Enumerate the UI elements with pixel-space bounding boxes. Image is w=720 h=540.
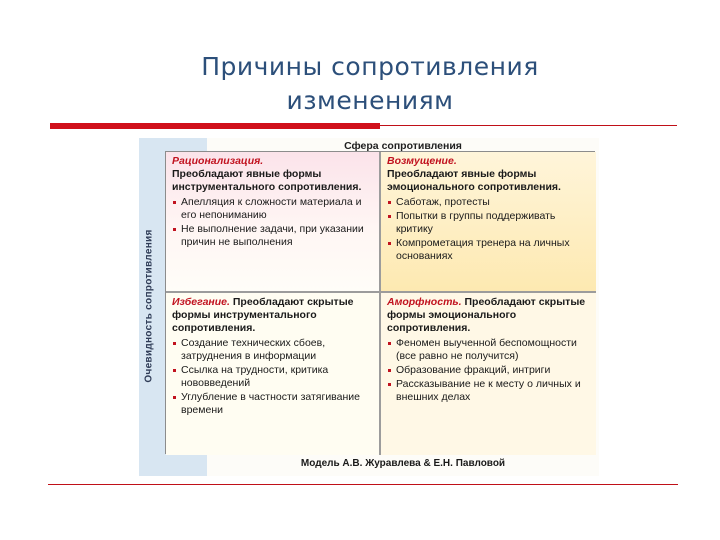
list-item-text: Попытки в группы поддерживать критику	[396, 210, 556, 235]
quadrant-avoidance	[166, 293, 381, 455]
quadrant-name: Рационализация.	[172, 155, 264, 167]
list-item-text: Не выполнение задачи, при указании причин не выполнения	[181, 223, 364, 248]
quadrant-description: Преобладают скрытые формы инструментального сопротивления.	[172, 296, 354, 334]
quadrant-amorphousness	[381, 293, 596, 455]
list-item	[172, 223, 373, 249]
quadrant-description: Преобладают скрытые формы эмоционального сопротивления.	[387, 296, 586, 334]
quadrant-heading	[387, 155, 590, 194]
list-item	[387, 196, 590, 209]
quadrant-grid	[165, 151, 595, 454]
title-underline-bar	[50, 123, 380, 129]
list-item	[387, 364, 590, 377]
quadrant-description: Преобладают явные формы инструментального сопротивления.	[172, 168, 362, 193]
list-item	[387, 378, 590, 404]
list-item	[172, 196, 373, 222]
bullet-icon	[173, 342, 176, 345]
quadrant-name: Избегание.	[172, 296, 230, 308]
footer-line	[48, 484, 678, 485]
list-item-text: Феномен выученной беспомощности (все равно не получится)	[396, 337, 577, 362]
bullet-icon	[388, 201, 391, 204]
list-item	[387, 237, 590, 263]
title-line-2: изменениям	[286, 86, 454, 115]
title-underline-line	[380, 125, 677, 126]
list-item	[387, 210, 590, 236]
quadrant-name: Возмущение.	[387, 155, 457, 167]
quadrant-heading	[172, 155, 373, 194]
top-axis-label: Сфера сопротивления	[344, 140, 462, 152]
list-item	[172, 391, 373, 417]
quadrant-rationalization	[166, 152, 381, 293]
quadrant-heading	[172, 296, 373, 335]
bullet-icon	[173, 201, 176, 204]
list-item	[387, 337, 590, 363]
list-item	[172, 337, 373, 363]
list-item	[172, 364, 373, 390]
list-item-text: Создание технических сбоев, затруднения в информации	[181, 337, 326, 362]
side-axis-label: Очевидность сопротивления	[143, 229, 155, 383]
list-item-text: Образование фракций, интриги	[396, 364, 551, 376]
quadrant-heading	[387, 296, 590, 335]
list-item-text: Компрометация тренера на личных основаниях	[396, 237, 570, 262]
quadrant-description: Преобладают явные формы эмоционального сопротивления.	[387, 168, 561, 193]
bullet-icon	[388, 383, 391, 386]
bullet-icon	[388, 215, 391, 218]
list-item-text: Саботаж, протесты	[396, 196, 490, 208]
title-line-1: Причины сопротивления	[201, 52, 539, 81]
slide-title	[100, 50, 640, 118]
list-item-text: Рассказывание не к месту о личных и внешних делах	[396, 378, 581, 403]
quadrant-name: Аморфность.	[387, 296, 462, 308]
bullet-icon	[388, 369, 391, 372]
list-item-text: Углубление в частности затягивание времени	[181, 391, 360, 416]
bullet-icon	[173, 228, 176, 231]
bullet-icon	[388, 342, 391, 345]
resistance-model-figure	[139, 138, 599, 476]
quadrant-indignation	[381, 152, 596, 293]
list-item-text: Ссылка на трудности, критика нововведений	[181, 364, 329, 389]
list-item-text: Апелляция к сложности материала и его непониманию	[181, 196, 362, 221]
figure-caption: Модель А.В. Журавлева & Е.Н. Павловой	[300, 458, 506, 469]
bullet-icon	[173, 369, 176, 372]
bullet-icon	[388, 242, 391, 245]
side-axis	[139, 138, 159, 476]
bullet-icon	[173, 396, 176, 399]
